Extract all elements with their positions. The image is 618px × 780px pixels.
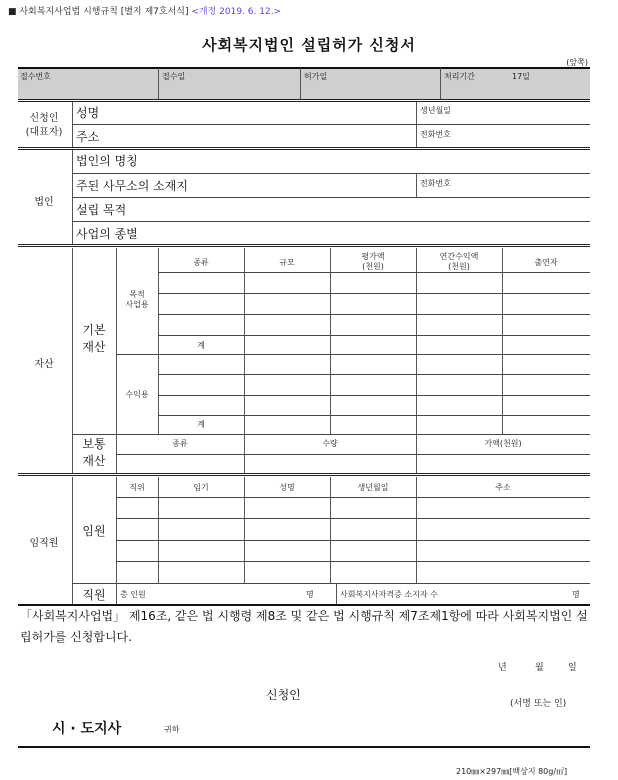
processing-period-label: 처리기간 [444, 72, 475, 81]
officer-col-address: 주소 [495, 483, 511, 492]
license-holders-unit: 명 [572, 590, 580, 599]
officer-col-term: 임기 [193, 483, 209, 492]
officer-col-name: 성명 [279, 483, 295, 492]
form-reference [8, 4, 281, 17]
corporation-phone-label: 전화번호 [420, 179, 451, 188]
profit-subtotal-label: 계 [197, 420, 205, 429]
asset-col-contributor: 출연자 [534, 258, 558, 267]
profit-use-label: 수익용 [125, 390, 149, 399]
honorific-label: 귀하 [164, 725, 180, 734]
officer-col-birth: 생년월일 [357, 483, 389, 492]
receipt-number-label: 접수번호 [20, 72, 51, 81]
revision-text: <개정 2019. 6. 12.> [191, 7, 282, 17]
office-location-label: 주된 사무소의 소재지 [76, 179, 188, 193]
applicant-address-label: 주소 [76, 130, 100, 144]
corporation-name-label: 법인의 명칭 [76, 154, 138, 168]
applicant-birth-label: 생년월일 [420, 106, 451, 115]
ordinary-col-value: 가액(천원) [484, 439, 522, 448]
officer-col-position: 직위 [129, 483, 145, 492]
corporation-section-label: 법인 [34, 197, 54, 208]
receipt-date-label: 접수일 [162, 72, 186, 81]
staff-section-label: 임직원 [29, 538, 59, 549]
license-holders-label: 사회복지사자격증 소지자 수 [340, 590, 438, 599]
side-note: (앞쪽) [566, 58, 588, 67]
form-ref-text: ■ 사회복지사업법 시행규칙 [별지 제7호서식] [8, 7, 189, 17]
page-title: 사회복지법인 설립허가 신청서 [202, 36, 416, 54]
business-type-label: 사업의 종별 [76, 227, 138, 241]
paper-spec: 210㎜×297㎜[백상지 80g/㎡] [456, 767, 568, 776]
signature-note: (서명 또는 인) [510, 699, 567, 709]
total-staff-label: 총 인원 [120, 590, 146, 599]
ordinary-property-label: 보통 재산 [82, 437, 106, 468]
total-staff-unit: 명 [306, 590, 314, 599]
ordinary-col-type: 종류 [172, 439, 188, 448]
asset-col-type: 종류 [193, 258, 209, 267]
officers-label: 임원 [82, 524, 106, 538]
processing-period-value: 17일 [512, 72, 530, 81]
date-day-label: 일 [568, 663, 577, 673]
applicant-section-label: 신청인 (대표자) [25, 113, 63, 138]
asset-col-valuation: 평가액 (천원) [361, 252, 385, 271]
asset-col-annual-income: 연간수익액 (천원) [439, 252, 479, 271]
purpose-label: 설립 목적 [76, 203, 127, 217]
employees-label: 직원 [82, 588, 106, 602]
assets-section-label: 자산 [34, 359, 54, 370]
permit-date-label: 허가일 [304, 72, 328, 81]
signer-label: 신청인 [266, 688, 301, 702]
purpose-use-label: 목적 사업용 [125, 290, 149, 309]
date-month-label: 월 [535, 663, 544, 673]
applicant-name-label: 성명 [76, 106, 100, 120]
applicant-phone-label: 전화번호 [420, 130, 451, 139]
recipient-label: 시 · 도지사 [52, 721, 122, 737]
purpose-subtotal-label: 계 [197, 341, 205, 350]
ordinary-col-quantity: 수량 [322, 439, 338, 448]
application-statement: 「사회복지사업법」 제16조, 같은 법 시행령 제8조 및 같은 법 시행규칙 제7조제1항에 따라 사회복지법인 설립허가를 신청합니다. [20, 609, 588, 644]
asset-col-scale: 규모 [279, 258, 295, 267]
date-year-label: 년 [498, 663, 507, 673]
basic-property-label: 기본 재산 [82, 323, 106, 354]
